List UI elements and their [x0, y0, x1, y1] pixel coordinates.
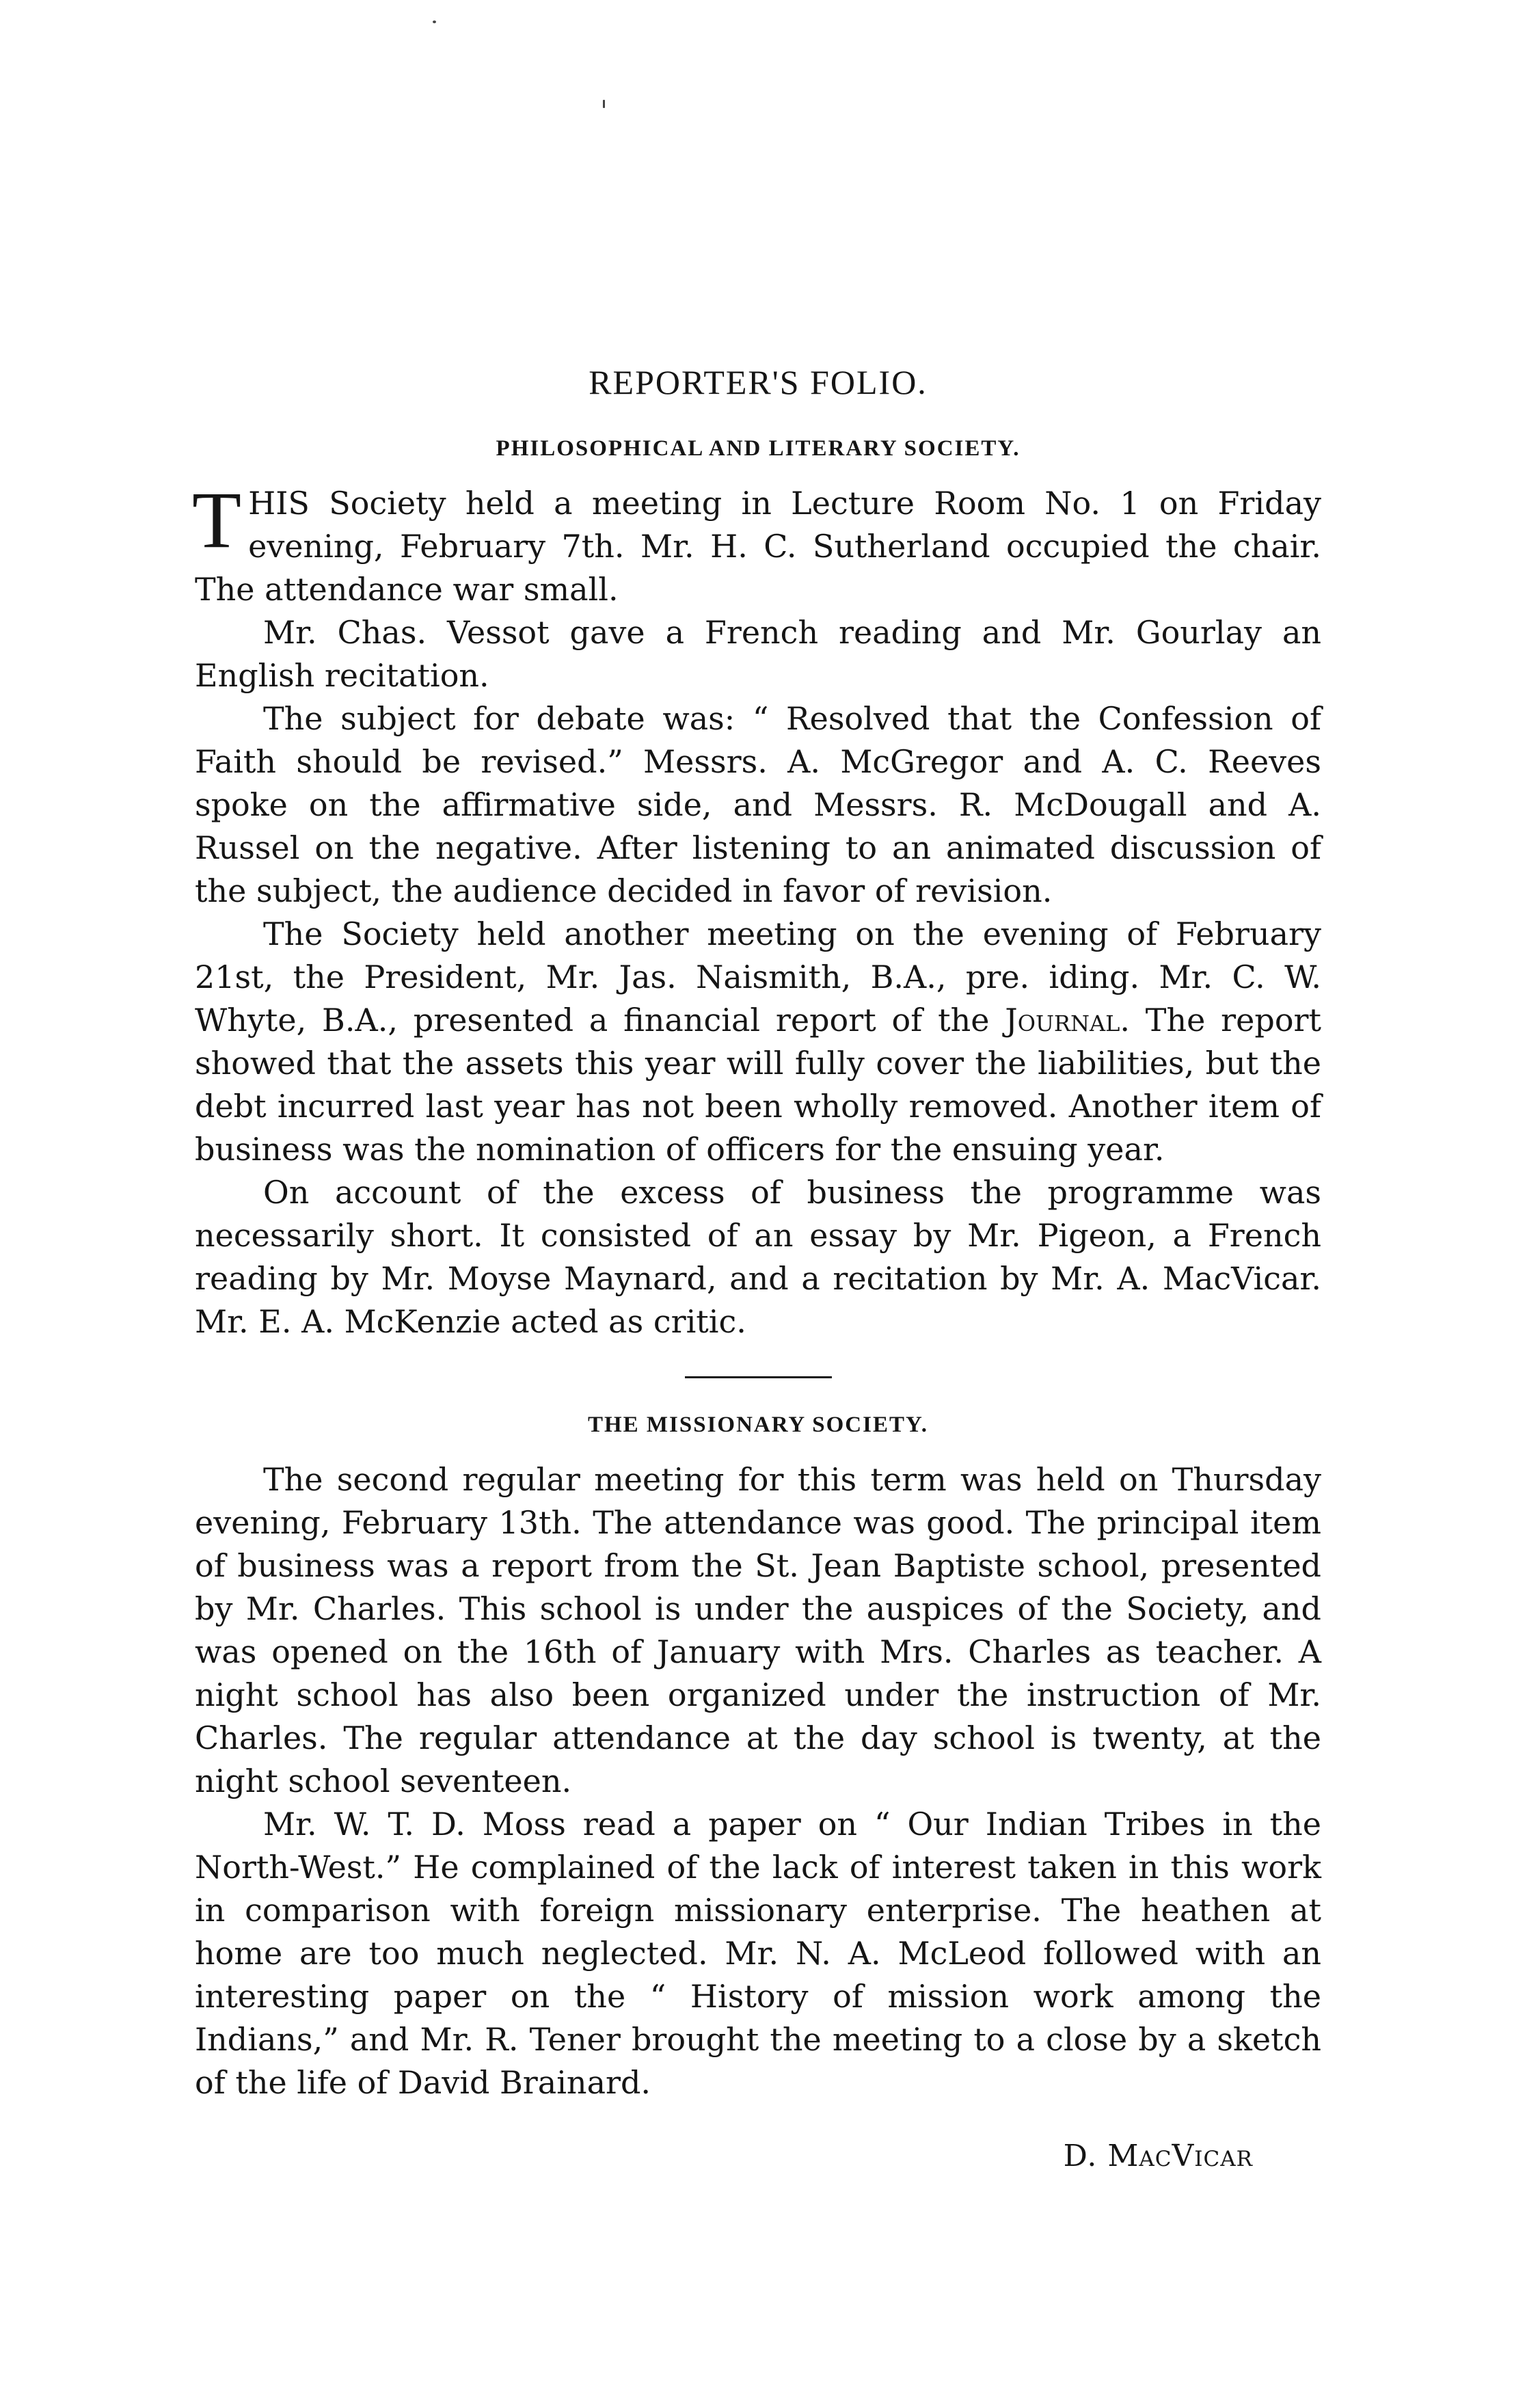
section-divider — [685, 1376, 832, 1378]
paragraph: HIS Society held a meeting in Lecture Room No. 1 on Friday evening, February 7th. Mr. H. C. Sutherland occupied the chair. The attendance war small. — [195, 485, 1321, 608]
signature-name: MacVicar — [1107, 2139, 1253, 2173]
paragraph: Mr. W. T. D. Moss read a paper on “ Our Indian Tribes in the North-West.” He complained of the lack of interest taken in this work in comparison with foreign missionary enterprise. The heathen at home are too much neglected. Mr. N. A. McLeod followed with an interesting paper on the “ History of mission work among the Indians,” and Mr. R. Tener brought the meeting to a close by a sketch of the life of David Brainard. — [195, 1806, 1321, 2101]
paragraph: On account of the excess of business the programme was necessarily short. It consisted of an essay by Mr. Pigeon, a French reading by Mr. Moyse Maynard, and a recitation by Mr. A. MacVicar. Mr. E. A. McKenzie acted as critic. — [195, 1174, 1321, 1340]
paragraph — [195, 913, 1321, 1171]
missionary-section — [195, 1412, 1321, 2173]
article-column — [192, 362, 1321, 2173]
section-title-missionary: THE MISSIONARY SOCIETY. — [587, 1412, 929, 1437]
paragraph-text: The Society held another meeting on the evening of February 21st, the President, Mr. Jas. Naismith, B.A., pre. iding. Mr. C. W. Whyte, B.A., presented a financial report of the — [195, 915, 1321, 1039]
philosophical-literary-section — [192, 436, 1321, 1343]
paragraph-text: The report showed that the assets this year will fully cover the liabilities, but the debt incurred last year has not been wholly removed. Another item of business was the nomination of officers for the ensuing year. — [195, 1002, 1321, 1168]
section-title-philosophical: PHILOSOPHICAL AND LITERARY SOCIETY. — [496, 436, 1021, 461]
paragraph: Mr. Chas. Vessot gave a French reading and Mr. Gourlay an English recitation. — [195, 614, 1321, 694]
print-speck — [603, 100, 605, 108]
print-speck — [433, 21, 436, 23]
drop-cap: T — [192, 475, 242, 565]
folio-title: REPORTER'S FOLIO. — [589, 363, 928, 401]
journal-name: Journal. — [1005, 1002, 1130, 1039]
paragraph: The subject for debate was: “ Resolved that the Confession of Faith should be revised.” Messrs. A. McGregor and A. C. Reeves spoke on the affirmative side, and Messrs. R. McDougall and A. Russel on the negative. After listening to an animated discussion of the subject, the audience decided in favor of revision. — [195, 700, 1321, 909]
paragraph: The second regular meeting for this term was held on Thursday evening, February 13th. The attendance was good. The principal item of business was a report from the St. Jean Baptiste school, presented by Mr. Charles. This school is under the auspices of the Society, and was opened on the 16th of January with Mrs. Charles as teacher. A night school has also been organized under the instruction of Mr. Charles. The regular attendance at the day school is twenty, at the night school seventeen. — [195, 1461, 1321, 1799]
signature-initial: D. — [1063, 2139, 1098, 2173]
signature — [195, 2139, 1321, 2173]
opening-paragraph — [192, 475, 1321, 611]
